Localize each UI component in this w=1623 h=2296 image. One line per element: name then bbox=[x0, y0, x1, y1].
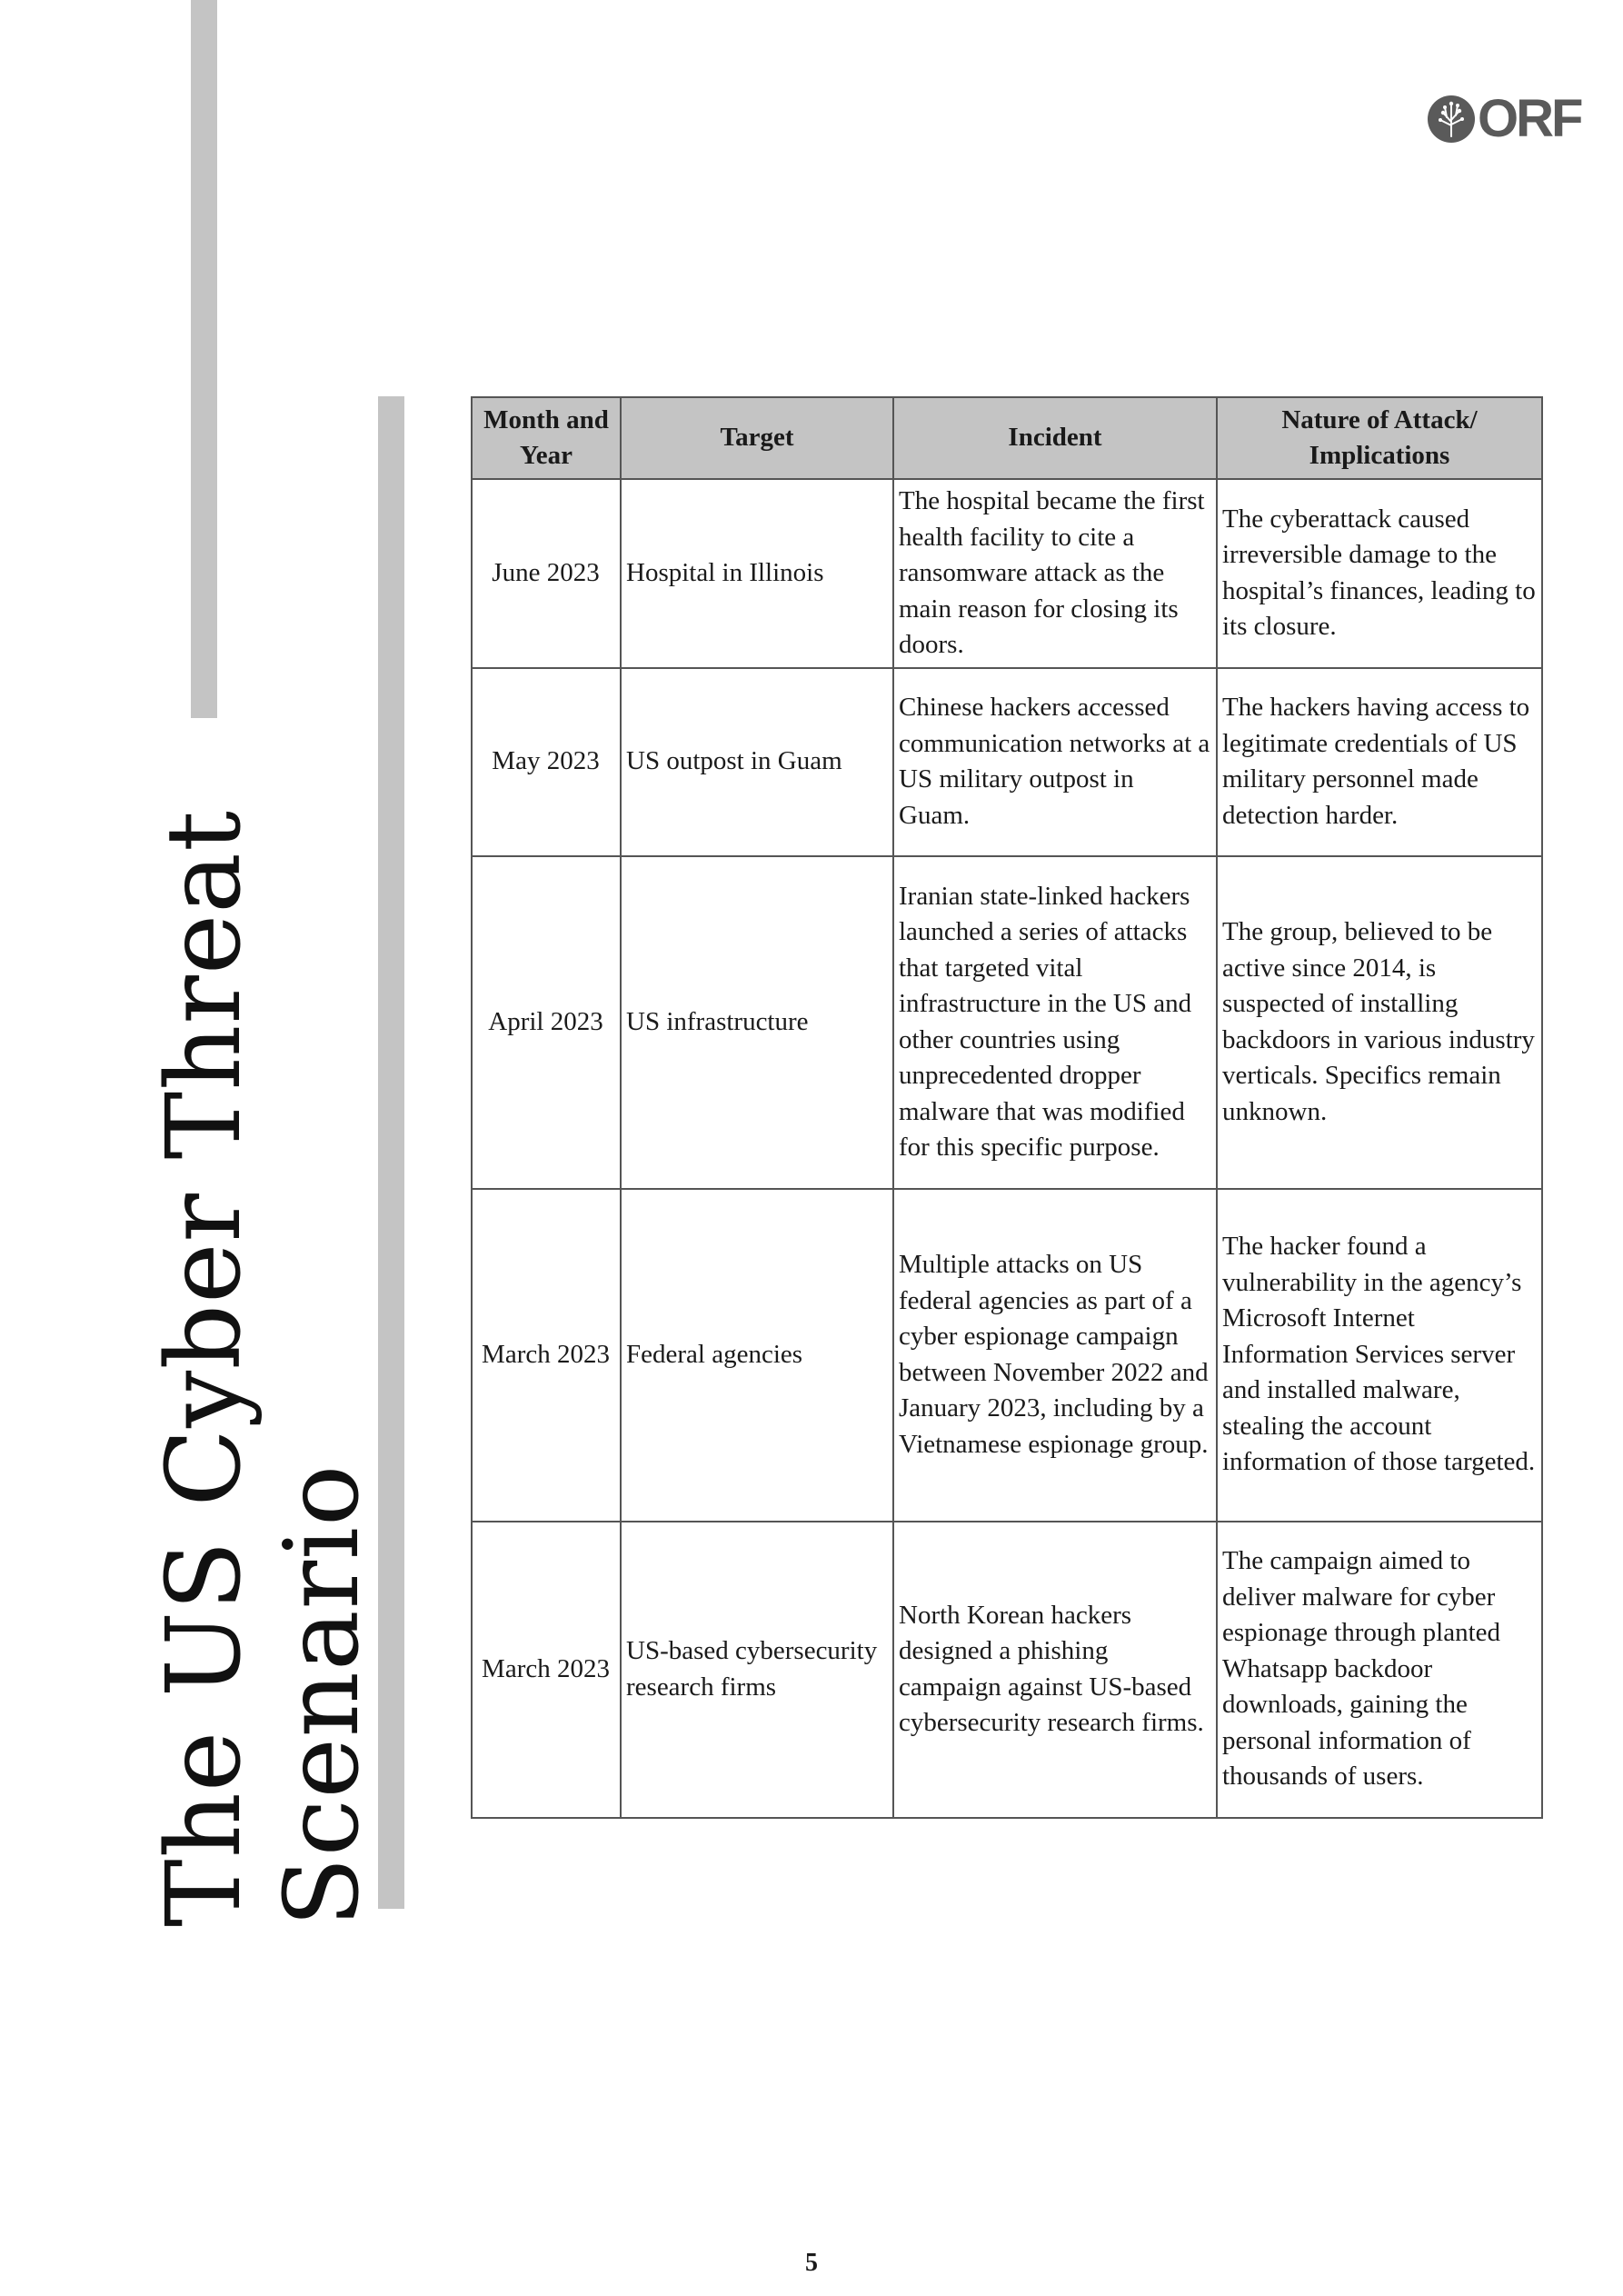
cell-month: April 2023 bbox=[472, 856, 621, 1189]
page-title-line-1: The US Cyber Threat bbox=[145, 810, 264, 1927]
table-row bbox=[472, 479, 1542, 668]
cell-target: US-based cybersecurity research firms bbox=[621, 1522, 893, 1818]
table-row bbox=[472, 856, 1542, 1189]
cell-nature: The group, believed to be active since 2014, is suspected of installing backdoors in various industry verticals. Specifics remain unknown. bbox=[1217, 856, 1542, 1189]
table-header-row bbox=[472, 397, 1542, 479]
header-incident: Incident bbox=[893, 397, 1217, 479]
cell-month: June 2023 bbox=[472, 479, 621, 668]
table-row bbox=[472, 668, 1542, 856]
cell-nature: The hacker found a vulnerability in the agency’s Microsoft Internet Information Services server and installed malware, stealing the account information of those targeted. bbox=[1217, 1189, 1542, 1522]
cell-month: March 2023 bbox=[472, 1522, 621, 1818]
cell-incident: The hospital became the first health facility to cite a ransomware attack as the main reason for closing its doors. bbox=[893, 479, 1217, 668]
table-row bbox=[472, 1522, 1542, 1818]
cyber-incidents-table bbox=[471, 396, 1543, 1819]
header-month-year: Month and Year bbox=[472, 397, 621, 479]
orf-logo bbox=[1427, 89, 1581, 148]
cell-month: May 2023 bbox=[472, 668, 621, 856]
header-nature: Nature of Attack/ Implications bbox=[1217, 397, 1542, 479]
header-target: Target bbox=[621, 397, 893, 479]
cell-nature: The campaign aimed to deliver malware for cyber espionage through planted Whatsapp backdoor downloads, gaining the personal information of thousands of users. bbox=[1217, 1522, 1542, 1818]
cell-incident: North Korean hackers designed a phishing campaign against US-based cybersecurity research firms. bbox=[893, 1522, 1217, 1818]
cell-incident: Multiple attacks on US federal agencies as part of a cyber espionage campaign between November 2022 and January 2023, including by a Vietnamese espionage group. bbox=[893, 1189, 1217, 1522]
cell-incident: Chinese hackers accessed communication networks at a US military outpost in Guam. bbox=[893, 668, 1217, 856]
table-row bbox=[472, 1189, 1542, 1522]
cell-target: US outpost in Guam bbox=[621, 668, 893, 856]
cell-target: US infrastructure bbox=[621, 856, 893, 1189]
decorative-bar-top bbox=[191, 0, 217, 718]
page-title bbox=[145, 745, 382, 1927]
decorative-bar-side bbox=[378, 396, 404, 1909]
tree-logo-icon bbox=[1427, 95, 1476, 144]
cell-nature: The hackers having access to legitimate credentials of US military personnel made detection harder. bbox=[1217, 668, 1542, 856]
cell-target: Federal agencies bbox=[621, 1189, 893, 1522]
cell-month: March 2023 bbox=[472, 1189, 621, 1522]
cell-incident: Iranian state-linked hackers launched a series of attacks that targeted vital infrastructure in the US and other countries using unprecedented dropper malware that was modified for this specific purpose. bbox=[893, 856, 1217, 1189]
logo-text: ORF bbox=[1478, 89, 1581, 148]
cell-target: Hospital in Illinois bbox=[621, 479, 893, 668]
page-number: 5 bbox=[805, 2249, 818, 2277]
page-title-line-2: Scenario bbox=[264, 1463, 382, 1927]
cell-nature: The cyberattack caused irreversible damage to the hospital’s finances, leading to its closure. bbox=[1217, 479, 1542, 668]
